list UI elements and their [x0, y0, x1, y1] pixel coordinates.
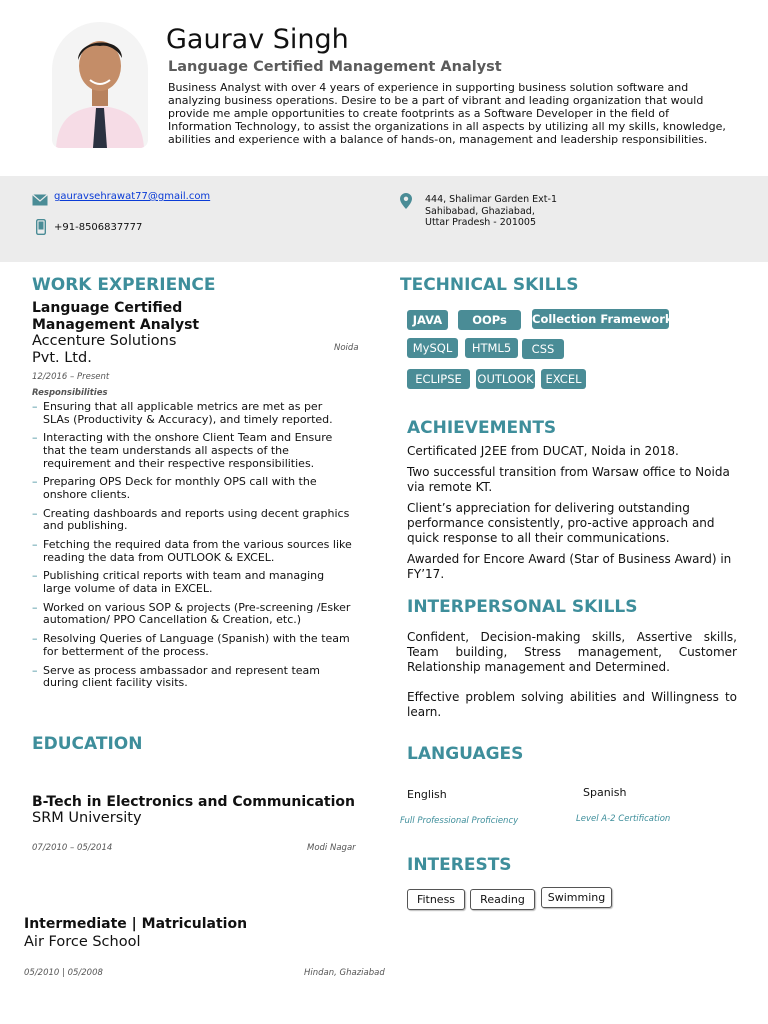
list-item: – Publishing critical reports with team and managing large volume of data in EXCEL. — [32, 570, 352, 595]
education-degree: B-Tech in Electronics and Communication — [32, 794, 355, 810]
skill-tag: OOPs — [458, 310, 521, 330]
job-title: Language Certified Management Analyst — [32, 300, 200, 333]
mobile-phone-icon — [36, 219, 46, 239]
interpersonal-skills-heading: INTERPERSONAL SKILLS — [407, 597, 638, 617]
list-item: – Serve as process ambassador and represent team during client facility visits. — [32, 665, 352, 690]
language-name: Spanish — [583, 786, 627, 799]
interpersonal-skills-text: Confident, Decision-making skills, Assertive skills, Team building, Stress management, Customer Relationship management and Determined. — [407, 630, 737, 674]
skill-tag: OUTLOOK — [476, 369, 535, 389]
map-pin-icon — [400, 193, 412, 213]
job-location: Noida — [334, 343, 359, 353]
profile-photo — [52, 22, 148, 148]
candidate-role: Language Certified Management Analyst — [168, 59, 502, 75]
achievements-heading: ACHIEVEMENTS — [407, 418, 557, 438]
list-item: – Creating dashboards and reports using decent graphics and publishing. — [32, 508, 352, 533]
responsibilities-label: Responsibilities — [32, 388, 108, 398]
achievement-item: Awarded for Encore Award (Star of Business Award) in FY’17. — [407, 552, 732, 581]
list-item: – Preparing OPS Deck for monthly OPS call with the onshore clients. — [32, 476, 352, 501]
education-school: SRM University — [32, 810, 142, 826]
language-level: Level A-2 Certification — [576, 814, 671, 824]
interpersonal-skills-text-2: Effective problem solving abilities and Willingness to learn. — [407, 690, 737, 719]
achievement-item: Certificated J2EE from DUCAT, Noida in 2018. — [407, 444, 679, 458]
address-line-2: Sahibabad, Ghaziabad, — [425, 205, 535, 217]
interest-tag: Reading — [470, 889, 535, 910]
contact-band — [0, 176, 768, 262]
candidate-name: Gaurav Singh — [166, 24, 349, 55]
job-dates: 12/2016 – Present — [32, 372, 110, 382]
company-name: Accenture Solutions Pvt. Ltd. — [32, 333, 177, 366]
list-item: – Worked on various SOP & projects (Pre-screening /Esker automation/ PPO Cancellation & Creation, etc.) — [32, 602, 352, 627]
language-name: English — [407, 788, 447, 801]
list-item: – Resolving Queries of Language (Spanish) with the team for betterment of the process. — [32, 633, 352, 658]
education-location: Hindan, Ghaziabad — [304, 968, 385, 978]
address-line-3: Uttar Pradesh - 201005 — [425, 217, 537, 228]
list-item: – Ensuring that all applicable metrics are met as per SLAs (Productivity & Accuracy), and timely reported. — [32, 401, 352, 426]
profile-summary: Business Analyst with over 4 years of experience in supporting business solution software and analyzing business operations. Desire to be a part of vibrant and leading organization that would provide me ample opportunities to create footprints as a Software Developer in the field of Information Technology, to assist the organizations in all aspects by utilizing all my skills, knowledge, abilities and experience with a balance of hands-on, management and leadership responsibilities. — [168, 81, 726, 147]
phone-number: +91-8506837777 — [54, 222, 143, 233]
email-link[interactable]: gauravsehrawat77@gmail.com — [54, 191, 211, 202]
address — [425, 194, 557, 229]
skill-tag: ECLIPSE — [407, 369, 470, 389]
achievement-item: Two successful transition from Warsaw office to Noida via remote KT. — [407, 465, 730, 494]
achievements-list — [407, 444, 737, 582]
language-level: Full Professional Proficiency — [400, 816, 519, 826]
education-location: Modi Nagar — [307, 843, 356, 853]
interest-tag: Fitness — [407, 889, 465, 910]
skill-tag: CSS — [522, 339, 564, 359]
envelope-icon — [32, 191, 48, 210]
responsibilities-list — [32, 401, 352, 696]
list-item: – Fetching the required data from the various sources like reading the data from OUTLOOK & EXCEL. — [32, 539, 352, 564]
education-dates: 05/2010 | 05/2008 — [24, 968, 103, 978]
skill-tag: JAVA — [407, 310, 448, 330]
skill-tag: HTML5 — [465, 338, 518, 358]
interest-tag: Swimming — [541, 887, 612, 908]
skill-tag: MySQL — [407, 338, 458, 358]
skill-tag: Collection Framework — [532, 309, 669, 329]
education-heading: EDUCATION — [32, 734, 143, 754]
languages-heading: LANGUAGES — [407, 744, 524, 764]
education-degree: Intermediate | Matriculation — [24, 916, 248, 932]
technical-skills-heading: TECHNICAL SKILLS — [400, 275, 579, 295]
interests-heading: INTERESTS — [407, 855, 512, 875]
skill-tag: EXCEL — [541, 369, 586, 389]
achievement-item: Client’s appreciation for delivering outstanding performance consistently, pro-active approach and quick response to all their communications. — [407, 501, 715, 545]
list-item: – Interacting with the onshore Client Team and Ensure that the team understands all aspects of the requirement and their respective responsibilities. — [32, 432, 352, 470]
work-experience-heading: WORK EXPERIENCE — [32, 275, 216, 295]
education-dates: 07/2010 – 05/2014 — [32, 843, 113, 853]
address-line-1: 444, Shalimar Garden Ext-1 — [425, 194, 557, 205]
education-school: Air Force School — [24, 934, 141, 950]
